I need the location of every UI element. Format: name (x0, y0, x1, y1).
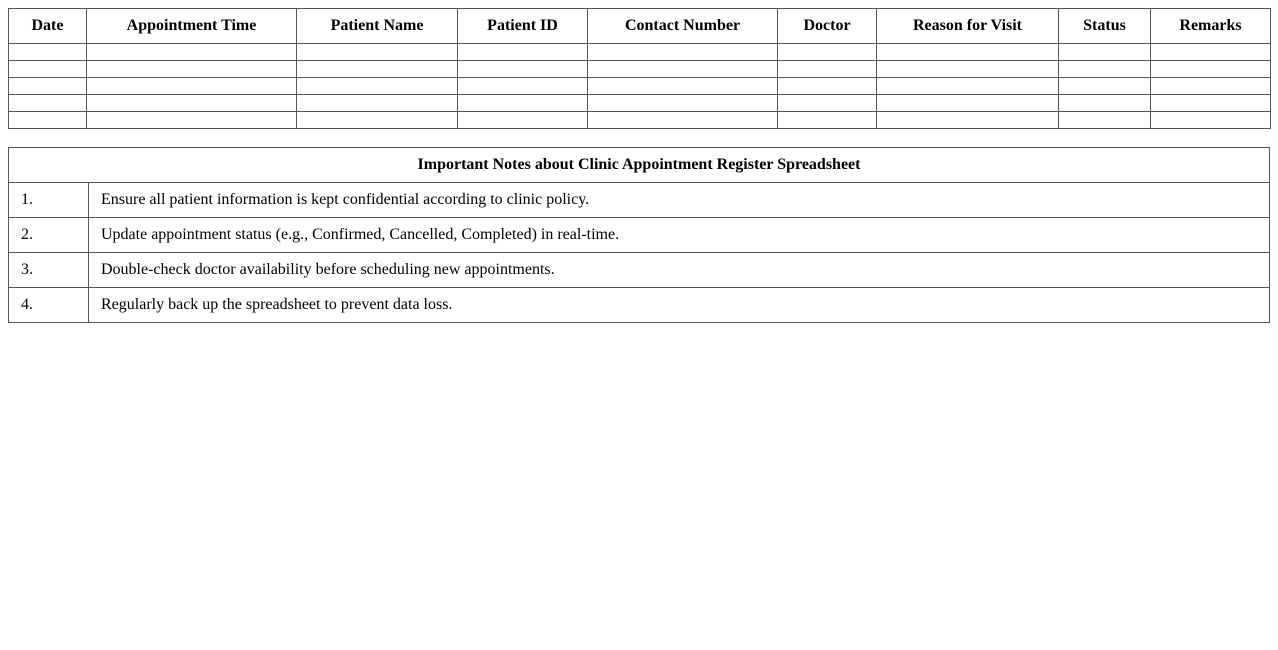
cell-date[interactable] (9, 95, 87, 112)
note-text: Regularly back up the spreadsheet to prevent data loss. (89, 288, 1270, 323)
cell-patient-id[interactable] (458, 112, 588, 129)
cell-patient-id[interactable] (458, 61, 588, 78)
cell-contact-number[interactable] (588, 78, 778, 95)
column-header-remarks: Remarks (1151, 9, 1271, 44)
cell-patient-name[interactable] (297, 44, 458, 61)
appointment-register-table (8, 8, 1271, 129)
important-notes-table (8, 147, 1270, 323)
note-row (9, 288, 1270, 323)
notes-title-row (9, 148, 1270, 183)
cell-status[interactable] (1059, 78, 1151, 95)
cell-contact-number[interactable] (588, 95, 778, 112)
cell-status[interactable] (1059, 44, 1151, 61)
cell-status[interactable] (1059, 95, 1151, 112)
cell-patient-id[interactable] (458, 44, 588, 61)
cell-patient-name[interactable] (297, 78, 458, 95)
column-header-doctor: Doctor (778, 9, 877, 44)
cell-reason-for-visit[interactable] (877, 61, 1059, 78)
note-text: Ensure all patient information is kept confidential according to clinic policy. (89, 183, 1270, 218)
cell-contact-number[interactable] (588, 61, 778, 78)
header-row (9, 9, 1271, 44)
cell-reason-for-visit[interactable] (877, 44, 1059, 61)
cell-doctor[interactable] (778, 95, 877, 112)
cell-reason-for-visit[interactable] (877, 112, 1059, 129)
cell-remarks[interactable] (1151, 78, 1271, 95)
table-row (9, 44, 1271, 61)
column-header-patient-id: Patient ID (458, 9, 588, 44)
cell-appointment-time[interactable] (87, 44, 297, 61)
cell-appointment-time[interactable] (87, 78, 297, 95)
cell-doctor[interactable] (778, 61, 877, 78)
notes-title: Important Notes about Clinic Appointment Register Spreadsheet (9, 148, 1270, 183)
table-row (9, 95, 1271, 112)
column-header-appointment-time: Appointment Time (87, 9, 297, 44)
cell-date[interactable] (9, 44, 87, 61)
cell-date[interactable] (9, 112, 87, 129)
cell-patient-name[interactable] (297, 95, 458, 112)
cell-remarks[interactable] (1151, 95, 1271, 112)
cell-patient-name[interactable] (297, 112, 458, 129)
cell-status[interactable] (1059, 61, 1151, 78)
column-header-date: Date (9, 9, 87, 44)
column-header-contact-number: Contact Number (588, 9, 778, 44)
note-text: Update appointment status (e.g., Confirmed, Cancelled, Completed) in real-time. (89, 218, 1270, 253)
column-header-status: Status (1059, 9, 1151, 44)
cell-remarks[interactable] (1151, 112, 1271, 129)
note-row (9, 183, 1270, 218)
table-row (9, 112, 1271, 129)
cell-reason-for-visit[interactable] (877, 78, 1059, 95)
note-number: 1. (9, 183, 89, 218)
cell-appointment-time[interactable] (87, 61, 297, 78)
cell-patient-id[interactable] (458, 78, 588, 95)
note-number: 2. (9, 218, 89, 253)
cell-doctor[interactable] (778, 112, 877, 129)
cell-contact-number[interactable] (588, 112, 778, 129)
cell-patient-id[interactable] (458, 95, 588, 112)
note-row (9, 253, 1270, 288)
cell-reason-for-visit[interactable] (877, 95, 1059, 112)
note-number: 3. (9, 253, 89, 288)
table-row (9, 78, 1271, 95)
note-text: Double-check doctor availability before scheduling new appointments. (89, 253, 1270, 288)
cell-doctor[interactable] (778, 78, 877, 95)
column-header-reason-for-visit: Reason for Visit (877, 9, 1059, 44)
cell-date[interactable] (9, 61, 87, 78)
cell-remarks[interactable] (1151, 44, 1271, 61)
cell-appointment-time[interactable] (87, 95, 297, 112)
column-header-patient-name: Patient Name (297, 9, 458, 44)
cell-status[interactable] (1059, 112, 1151, 129)
note-number: 4. (9, 288, 89, 323)
note-row (9, 218, 1270, 253)
cell-contact-number[interactable] (588, 44, 778, 61)
cell-appointment-time[interactable] (87, 112, 297, 129)
cell-patient-name[interactable] (297, 61, 458, 78)
cell-date[interactable] (9, 78, 87, 95)
table-row (9, 61, 1271, 78)
cell-remarks[interactable] (1151, 61, 1271, 78)
cell-doctor[interactable] (778, 44, 877, 61)
